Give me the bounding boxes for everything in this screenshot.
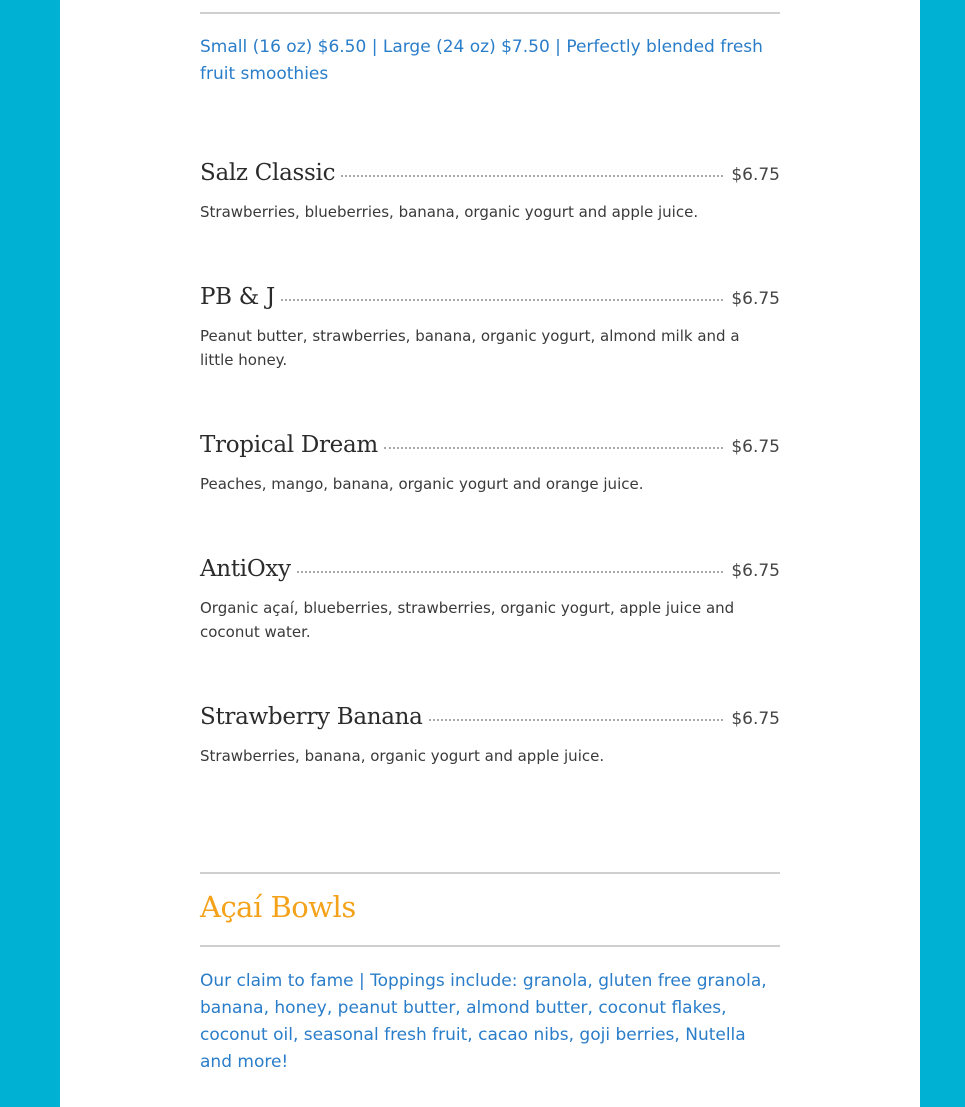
item-description: Strawberries, blueberries, banana, organic yogurt and apple juice. — [200, 203, 699, 221]
dot-leader — [281, 299, 723, 301]
dot-leader — [297, 571, 724, 573]
item-name: AntiOxy — [200, 556, 291, 582]
menu-page — [60, 0, 920, 1107]
item-description: Organic açaí, blueberries, strawberries, organic yogurt, apple juice and coconut water. — [200, 599, 735, 641]
menu-item — [200, 556, 780, 644]
acai-bowls-intro: Our claim to fame | Toppings include: granola, gluten free granola, banana, honey, peanut butter, almond butter, coconut flakes, coconut oil, seasonal fresh fruit, cacao nibs, goji berries, Nutella and more! — [200, 971, 767, 1072]
item-price: $6.75 — [731, 561, 780, 581]
dot-leader — [384, 447, 723, 449]
section-title-acai-bowls: Açaí Bowls — [200, 890, 356, 924]
item-name: Tropical Dream — [200, 432, 378, 458]
menu-item — [200, 432, 780, 496]
item-description: Peaches, mango, banana, organic yogurt and orange juice. — [200, 475, 644, 493]
smoothies-intro: Small (16 oz) $6.50 | Large (24 oz) $7.50 | Perfectly blended fresh fruit smoothies — [200, 37, 763, 84]
item-price: $6.75 — [731, 165, 780, 185]
item-price: $6.75 — [731, 289, 780, 309]
menu-item — [200, 704, 780, 768]
dot-leader — [429, 719, 724, 721]
menu-item — [200, 284, 780, 372]
dot-leader — [341, 175, 723, 177]
smoothies-bottom-rule — [200, 12, 780, 14]
item-name: Strawberry Banana — [200, 704, 423, 730]
menu-item — [200, 160, 780, 224]
item-name: Salz Classic — [200, 160, 336, 186]
item-description: Strawberries, banana, organic yogurt and apple juice. — [200, 747, 605, 765]
item-description: Peanut butter, strawberries, banana, organic yogurt, almond milk and a little honey. — [200, 327, 740, 369]
section-title-rule — [200, 945, 780, 947]
item-price: $6.75 — [731, 437, 780, 457]
item-price: $6.75 — [731, 709, 780, 729]
section-divider — [200, 872, 780, 874]
item-name: PB & J — [200, 284, 275, 310]
